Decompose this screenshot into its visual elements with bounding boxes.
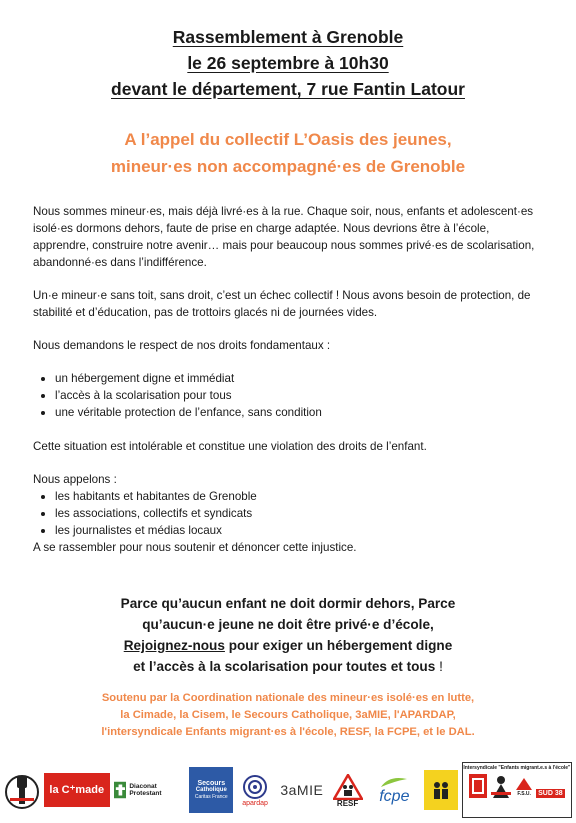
organizer-subtitle: [0, 126, 576, 180]
list-item: les associations, collectifs et syndicats: [33, 505, 545, 522]
logo-strip: [4, 762, 572, 818]
fcpe-logo: [368, 775, 420, 805]
list-item: les journalistes et médias locaux: [33, 522, 545, 539]
paragraph-call-intro: Nous appelons :: [33, 473, 117, 486]
body-text: [33, 203, 545, 556]
apardap-logo: [237, 774, 273, 807]
school-logo: [424, 770, 458, 810]
secours-logo-line-2: Catholique: [195, 786, 227, 793]
coordination-logo: [4, 770, 40, 810]
list-item: un hébergement digne et immédiat: [33, 370, 545, 387]
intersyndicale-logo-title: Intersyndicale "Enfants migrant.e.s à l'école": [463, 765, 571, 771]
diaconat-logo: [114, 781, 186, 799]
callout-line-3-rest: pour exiger un hébergement digne: [224, 638, 453, 653]
subtitle-line-2: mineur·es non accompagné·es de Grenoble: [110, 157, 466, 176]
callout-line-4: [0, 656, 576, 677]
union-logos-row: [469, 774, 565, 798]
secours-catholique-logo: [189, 767, 233, 813]
paragraph-intro: Nous sommes mineur·es, mais déjà livré·es à la rue. Chaque soir, nous, enfants et adolescent·es isolé·es dormons dehors, faute de prise en charge adaptée. Nous devrions être à l’école, apprendre, construire notre avenir… mais pour beaucoup nous sommes privé·es de scolarisation, abandonné·es dans l’indifférence.: [33, 205, 535, 269]
union-figure-icon: [490, 774, 512, 798]
event-title: Rassemblement à Grenoble: [172, 27, 404, 47]
list-item: les habitants et habitantes de Grenoble: [33, 488, 545, 505]
secours-logo-line-3: Caritas France: [194, 793, 228, 800]
calls-list: [33, 488, 545, 539]
supporters-line-1: Soutenu par la Coordination nationale des mineur·es isolé·es en lutte,: [101, 692, 475, 704]
supporters-line-3: l'intersyndicale Enfants migrant·es à l'école, RESF, la FCPE, et le DAL.: [101, 726, 475, 738]
join-us-text: Rejoignez-nous: [123, 638, 225, 653]
fcpe-logo-text: fcpe: [379, 788, 410, 805]
event-date: le 26 septembre à 10h30: [187, 53, 389, 73]
resf-logo: [331, 774, 365, 807]
secours-logo-line-1: Secours: [197, 779, 226, 787]
list-item: une véritable protection de l’enfance, sans condition: [33, 404, 545, 421]
list-item: l’accès à la scolarisation pour tous: [33, 387, 545, 404]
paragraph-violation: Cette situation est intolérable et constitue une violation des droits de l’enfant.: [33, 440, 427, 453]
supporters-line-2: la Cimade, la Cisem, le Secours Catholique, 3aMIE, l'APARDAP,: [120, 709, 456, 721]
cimade-logo-text: la C⁺made: [49, 783, 105, 796]
sud-logo: [536, 789, 565, 798]
3amie-logo-text: 3aMIE: [280, 782, 324, 798]
paragraph-gather: A se rassembler pour nous soutenir et dénoncer cette injustice.: [33, 541, 357, 554]
callout-line-3: [0, 635, 576, 656]
cgt-logo-icon: [469, 774, 487, 798]
subtitle-line-1: A l’appel du collectif L’Oasis des jeunes,: [124, 130, 452, 149]
callout-line-4-end: !: [435, 659, 443, 674]
3amie-logo: [277, 782, 327, 798]
fsu-logo-text: F.S.U.: [517, 791, 531, 797]
diaconat-logo-text: Diaconat Protestant: [129, 783, 162, 797]
demands-list: [33, 370, 545, 421]
cimade-logo: [44, 773, 110, 807]
paragraph-collective-failure: Un·e mineur·e sans toit, sans droit, c’est un échec collectif ! Nous avons besoin de protection, de stabilité et d’éducation, pas de trottoirs glacés ni de journées vides.: [33, 289, 531, 319]
intersyndicale-logo: [462, 762, 572, 818]
callout-line-2: qu’aucun·e jeune ne doit être privé·e d’école,: [142, 617, 434, 632]
event-header: [0, 24, 576, 102]
callout-block: [0, 593, 576, 677]
callout-line-1: Parce qu’aucun enfant ne doit dormir dehors, Parce: [120, 596, 456, 611]
callout-line-4-text: et l’accès à la scolarisation pour toutes et tous: [133, 659, 436, 674]
paragraph-demands-intro: Nous demandons le respect de nos droits fondamentaux :: [33, 339, 331, 352]
sud-logo-text: SUD 38: [538, 790, 563, 797]
fsu-logo: [515, 777, 533, 798]
resf-logo-text: RESF: [336, 798, 359, 808]
supporters-block: [0, 690, 576, 741]
apardap-logo-text: apardap: [242, 799, 268, 807]
event-location: devant le département, 7 rue Fantin Latour: [111, 79, 465, 99]
